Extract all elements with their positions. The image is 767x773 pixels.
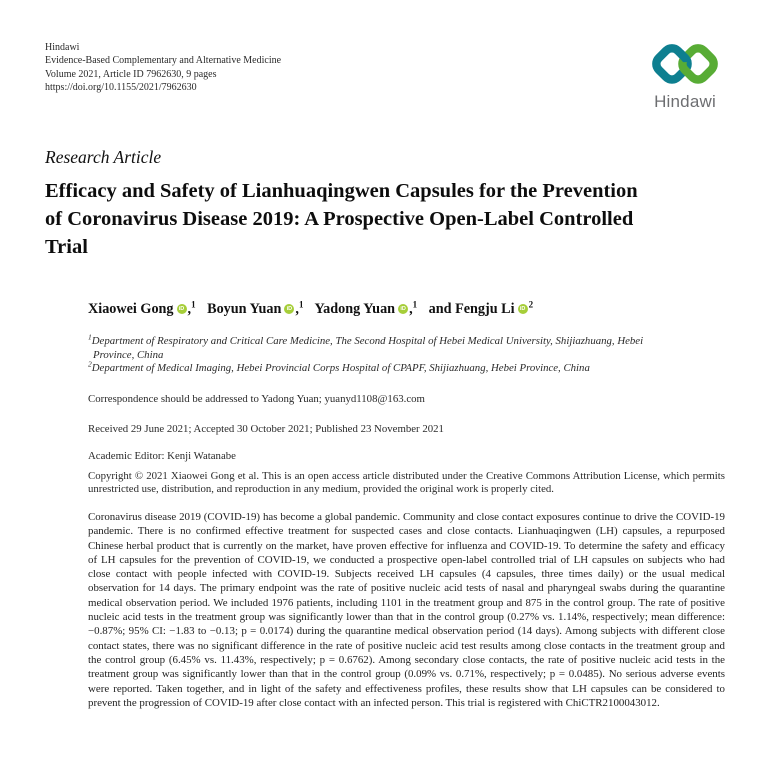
affiliation-number: 2 — [88, 359, 92, 369]
author-affil-mark: 1 — [412, 299, 418, 310]
hindawi-logo — [641, 36, 729, 112]
copyright-notice: Copyright © 2021 Xiaowei Gong et al. This is an open access article distributed under the Creative Commons Attribution License, which permits unrestricted use, distribution, and reproduction in any medium, provided the original work is properly cited. — [88, 470, 725, 496]
author-separator: , — [187, 301, 192, 317]
hindawi-logo-icon — [644, 36, 726, 90]
author — [88, 301, 196, 317]
author-name: and Fengju Li — [428, 301, 515, 317]
affiliation-number: 1 — [88, 332, 92, 342]
author-name: Yadong Yuan — [314, 301, 396, 317]
doi-link[interactable]: https://doi.org/10.1155/2021/7962630 — [45, 82, 197, 94]
author-name: Boyun Yuan — [207, 301, 282, 317]
affiliation-text: Department of Respiratory and Critical Care Medicine, The Second Hospital of Hebei Medical University, Shijiazhuang, Hebei Province, China — [91, 335, 644, 361]
affiliations — [88, 332, 660, 376]
article-title: Efficacy and Safety of Lianhuaqingwen Capsules for the Prevention of Coronavirus Disease 2019: A Prospective Open-Label Controlled Trial — [45, 180, 638, 258]
abstract-text: Coronavirus disease 2019 (COVID-19) has become a global pandemic. Community and close contact exposures continue to drive the COVID-19 pandemic. There is no confirmed effective treatment for suspected cases and close contacts. Lianhuaqingwen (LH) capsules, a repurposed Chinese herbal product that is currently on the market, have proven effective for influenza and COVID-19. To determine the safety and efficacy of LH capsules for the prevention of COVID-19, we conducted a prospective open-label controlled trial of LH capsules on subjects who had close contact with people infected with COVID-19. Subjects received LH capsules (4 capsules, three times daily) or the usual medical observation for 14 days. The primary endpoint was the rate of positive nucleic acid tests of nasal and pharyngeal swabs during the quarantine medical observation period. We included 1976 patients, including 1101 in the treatment group and 875 in the control group. The rate of positive nucleic acid tests in the treatment group was significantly lower than that in the control group (0.27% vs. 1.14%, respectively; mean difference: −0.87%; 95% CI: −1.83 to −0.13; p = 0.0174) during the quarantine medical observation period (14 days). Among subjects with different close contact states, there was no significant difference in the rate of positive nucleic acid test results among close contacts in the treatment group and the control group (6.45% vs. 11.43%, respectively; p = 0.6762). Among secondary close contacts, the rate of positive nucleic acid tests in the treatment group was significantly lower than that in the control group (0.09% vs. 0.71%, respectively; p = 0.0485). No serious adverse events were reported. Taken together, and in light of the safety and effectiveness profiles, these results show that LH capsules can be considered to prevent the progression of COVID-19 after close contact with an infected person. This trial is registered with ChiCTR2100043012. — [88, 511, 725, 709]
correspondence-text: Correspondence should be addressed to Yadong Yuan; — [88, 393, 325, 405]
publisher-name: Hindawi — [45, 42, 80, 53]
author-name: Xiaowei Gong — [88, 301, 174, 317]
author — [314, 301, 417, 317]
author — [207, 301, 303, 317]
affiliation — [88, 332, 660, 362]
author — [429, 301, 533, 317]
author-affil-mark: 1 — [191, 299, 196, 310]
academic-editor: Academic Editor: Kenji Watanabe — [88, 450, 236, 462]
orcid-icon[interactable] — [398, 304, 408, 314]
affiliation-text: Department of Medical Imaging, Hebei Provincial Corps Hospital of CPAPF, Shijiazhuang, Hebei Province, China — [91, 362, 590, 375]
author-line — [88, 301, 541, 318]
hindawi-wordmark: Hindawi — [654, 92, 716, 111]
masthead — [45, 41, 281, 95]
journal-name: Evidence-Based Complementary and Alternative Medicine — [45, 55, 282, 67]
orcid-icon[interactable] — [177, 304, 187, 314]
correspondence-line — [88, 393, 425, 405]
volume-info: Volume 2021, Article ID 7962630, 9 pages — [45, 68, 217, 80]
orcid-icon[interactable] — [284, 304, 294, 314]
author-separator: , — [295, 301, 299, 317]
correspondence-email-link[interactable]: yuanyd1108@163.com — [324, 393, 425, 405]
orcid-icon[interactable] — [518, 304, 528, 314]
author-affil-mark: 2 — [528, 299, 534, 310]
author-separator: , — [409, 301, 413, 317]
history-dates: Received 29 June 2021; Accepted 30 October 2021; Published 23 November 2021 — [88, 423, 444, 435]
author-affil-mark: 1 — [298, 299, 304, 310]
article-type: Research Article — [45, 147, 162, 167]
affiliation — [88, 359, 660, 376]
